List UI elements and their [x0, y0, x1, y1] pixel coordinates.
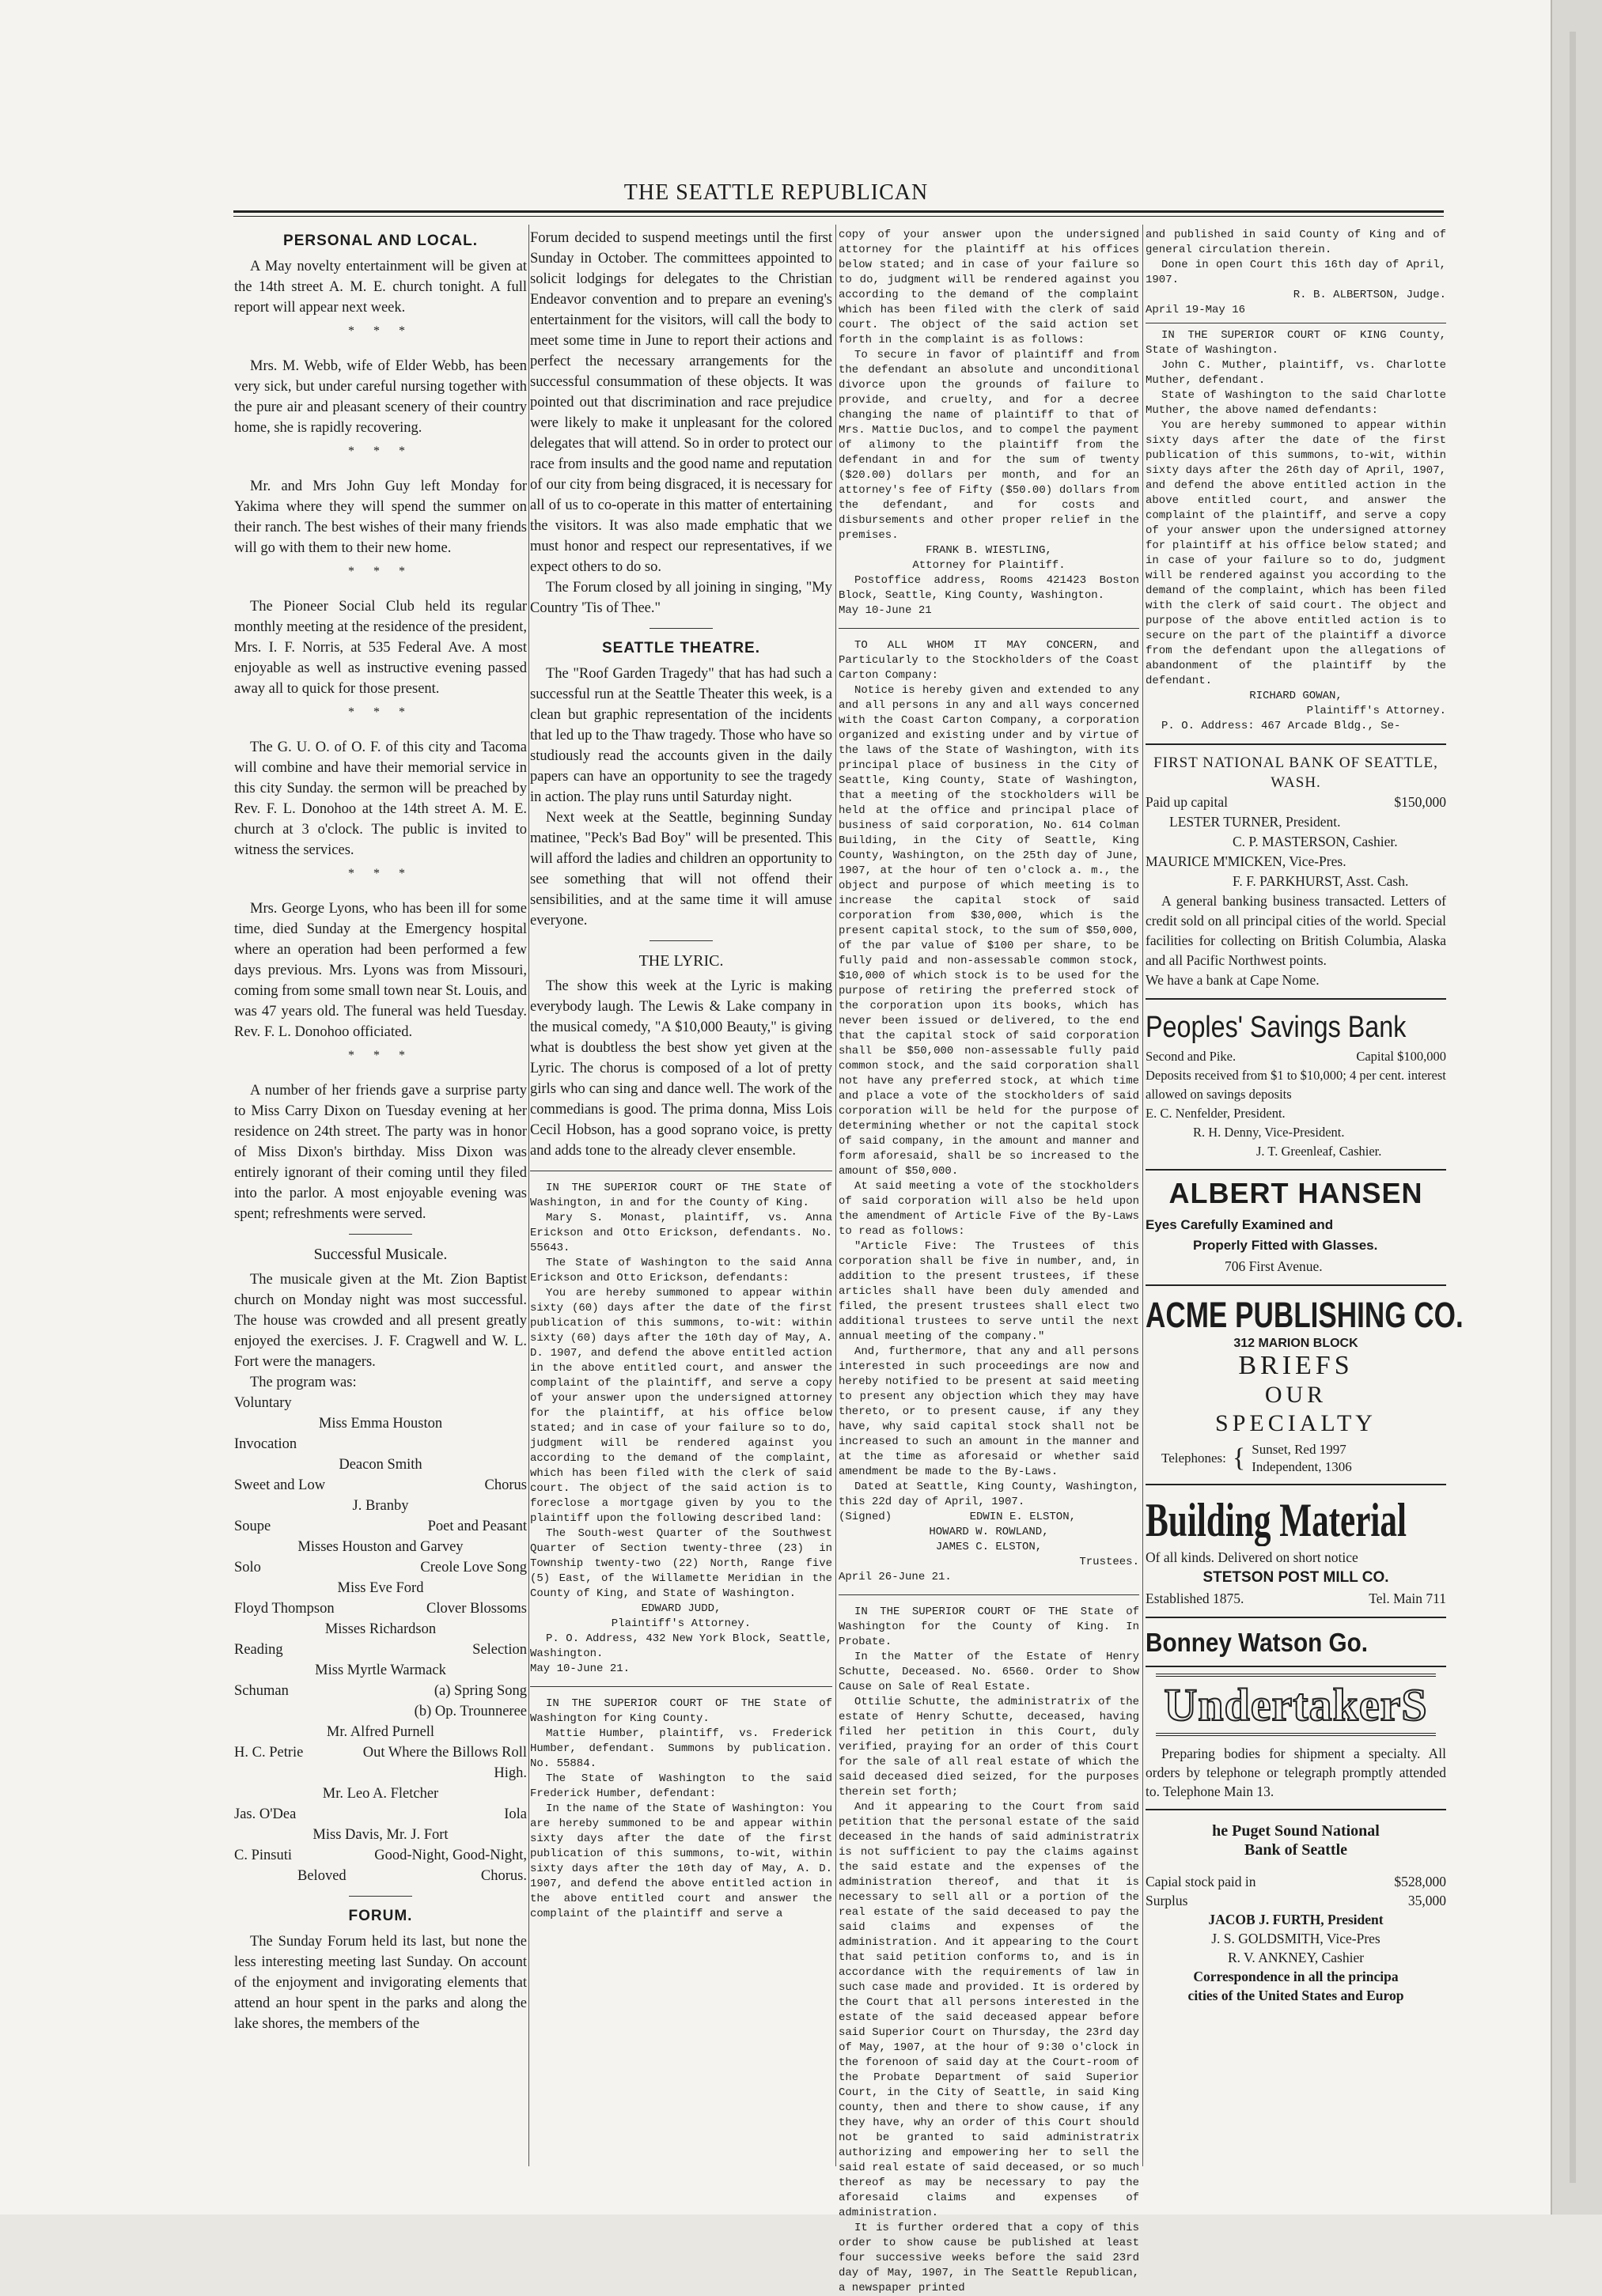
legal-text: At said meeting a vote of the stockholders of said corporation will also be held upon the amendment of Article Five of the By-Laws to read as follows: — [839, 1180, 1139, 1238]
column-2 — [530, 228, 832, 2166]
program-piece: Iola — [504, 1806, 527, 1822]
section-heading-musicale: Successful Musicale. — [313, 1246, 448, 1263]
program-item: Voluntary — [234, 1395, 292, 1411]
ad-line: Of all kinds. Delivered on short notice — [1146, 1549, 1358, 1565]
brace-icon: { — [1232, 1443, 1246, 1473]
news-item-continued: Forum decided to suspend meetings until the first Sunday in October. The committees appointed to solicit lodgings for delegates to the Christian Endeavor convention and to prepare an evening's entertainment for the visitors, will call the body to meet some time in June to report their actions and perfect the necessary arrangements for the successful consummation of these objects. It was pointed out that discrimination and race prejudice were likely to make it unpleasant for the colored delegates that will attend. So in order to protect our race from insults and the good name and reputation of our city from being disgraced, it is necessary for all of us to co-operate in this matter of entertaining the visitors. It was also made emphatic that we must honor and respect our representatives, if we expect others to do so. — [530, 230, 832, 575]
news-item: A May novelty entertainment will be given at the 14th street A. M. E. church tonight. A full report will appear next week. — [234, 259, 527, 316]
legal-signature-title: Plaintiff's Attorney. — [1306, 705, 1446, 717]
column-4 — [1146, 228, 1464, 2166]
ad-line: SPECIALTY — [1215, 1410, 1377, 1436]
legal-heading: IN THE SUPERIOR COURT OF THE State of Washington for the County of King. In Probate. — [839, 1606, 1139, 1648]
ad-first-national-bank — [1146, 743, 1446, 1000]
legal-signature: RICHARD GOWAN, — [1249, 690, 1343, 702]
legal-text: And, furthermore, that any and all persons interested in such proceedings are now and hereby notified to be present at said meeting to present any objection which they may have thereto, or to present cause, if any they have, why said capital stock shall not be increased to such an amount in the manner and at the time as aforesaid or whether said amendment be made to the By-Laws. — [839, 1345, 1139, 1478]
ad-line: Correspondence in all the principa — [1193, 1969, 1399, 1984]
program-performer: Mr. Leo A. Fletcher — [322, 1786, 439, 1802]
established: Established 1875. — [1146, 1591, 1244, 1606]
ad-line: Properly Fitted with Glasses. — [1193, 1238, 1378, 1253]
news-item: Mrs. George Lyons, who has been ill for some time, died Sunday at the Emergency hospital where an operation had been performed a few days previous. Mrs. Lyons was from Missouri, coming from some small town near St. Louis, and was 47 years old. The funeral was held Tuesday. Rev. F. L. Donohoo officiated. — [234, 901, 527, 1040]
news-item: Mr. and Mrs John Guy left Monday for Yakima where they will spend the summer on their ranch. The best wishes of their many friends will go with them to their new home. — [234, 478, 527, 556]
legal-text: Mattie Humber, plaintiff, vs. Frederick Humber, defendant. Summons by publication. No. 55884. — [530, 1727, 832, 1770]
divider — [650, 940, 713, 941]
program-piece: Out Where the Billows Roll High. — [362, 1745, 527, 1781]
legal-text: State of Washington to the said Charlotte Muther, the above named defendants: — [1146, 389, 1446, 417]
adjacent-page-edge — [1551, 0, 1602, 2215]
divider — [839, 1594, 1139, 1595]
ad-title: Building Material — [1146, 1494, 1407, 1546]
separator-stars: * * * — [348, 565, 413, 578]
section-heading-theatre: SEATTLE THEATRE. — [601, 640, 761, 656]
column-1 — [234, 228, 527, 2166]
program-item: Floyd Thompson — [234, 1601, 335, 1617]
legal-address: P. O. Address: 467 Arcade Bldg., Se- — [1161, 720, 1401, 732]
page-strip — [1570, 32, 1576, 2183]
program-item: Soupe — [234, 1519, 271, 1534]
program-item: H. C. Petrie — [234, 1745, 304, 1761]
divider — [349, 1234, 412, 1235]
ad-company: STETSON POST MILL CO. — [1202, 1569, 1389, 1586]
officer: J. T. Greenleaf, Cashier. — [1256, 1144, 1382, 1159]
telephone-label: Telephones: — [1161, 1451, 1226, 1466]
legal-text: John C. Muther, plaintiff, vs. Charlotte Muther, defendant. — [1146, 359, 1446, 387]
legal-text: To secure in favor of plaintiff and from the defendant an absolute and unconditional divorce upon the grounds of failure to provide, and cruelty, and for a decree changing the name of plaintiff to that of Mrs. Mattie Duclos, and to compel the payment of alimony to the plaintiff from the defendant in and for the sum of twenty ($20.00) dollars per month, and for an attorney's fee of Fifty ($50.00) dollars from the defendant, and for costs and disbursements and other proper relief in the premises. — [839, 349, 1139, 542]
program-piece: Poet and Peasant — [427, 1519, 527, 1534]
masthead-rule-thin — [233, 216, 1444, 217]
column-divider — [528, 225, 529, 2166]
ad-albert-hansen — [1146, 1171, 1446, 1286]
officer: R. V. ANKNEY, Cashier — [1227, 1950, 1365, 1965]
telephone-numbers — [1252, 1441, 1352, 1476]
legal-text: Postoffice address, Rooms 421423 Boston Block, Seattle, King County, Washington. — [839, 574, 1139, 602]
legal-date: April 19-May 16 — [1146, 304, 1246, 316]
legal-heading: IN THE SUPERIOR COURT OF THE State of Washington, in and for the County of King. — [530, 1182, 832, 1209]
news-item: The G. U. O. of O. F. of this city and Tacoma will combine and have their memorial service in this city Sunday. the sermon will be preached by Rev. F. L. Donohoo at the 14th street A. M. E. church at 3 o'clock. The public is invited to witness the services. — [234, 739, 527, 858]
separator-stars: * * * — [348, 324, 413, 338]
program-piece: Creole Love Song — [420, 1560, 527, 1575]
ad-line: Eyes Carefully Examined and — [1146, 1217, 1334, 1232]
officer: J. S. GOLDSMITH, Vice-Pres — [1211, 1931, 1380, 1946]
program-piece: Selection — [472, 1642, 527, 1658]
legal-text: Dated at Seattle, King County, Washington, this 22d day of April, 1907. — [839, 1481, 1139, 1508]
legal-text: The South-west Quarter of the Southwest Quarter of Section twenty-three (23) in Township twenty-two (22) North, Range five (5) East, of the Willamette Meridian in the County of King, and State of Washington. — [530, 1527, 832, 1600]
ad-title: ALBERT HANSEN — [1168, 1177, 1423, 1209]
legal-text: The State of Washington to the said Anna Erickson and Otto Erickson, defendants: — [530, 1257, 832, 1284]
program-performer: Mr. Alfred Purnell — [326, 1724, 435, 1740]
section-heading-personal: PERSONAL AND LOCAL. — [283, 233, 478, 249]
trustee-row — [839, 1510, 1139, 1525]
legal-heading: IN THE SUPERIOR COURT OF THE State of Washington for King County. — [530, 1697, 832, 1725]
legal-text-continued: and published in said County of King and of general circulation therein. — [1146, 229, 1446, 256]
legal-signature: FRANK B. WIESTLING, — [926, 544, 1052, 557]
officer: C. P. MASTERSON, Cashier. — [1233, 834, 1398, 849]
ad-title: ACME PUBLISHING CO. — [1146, 1295, 1464, 1335]
trustees-label: Trustees. — [1079, 1556, 1139, 1568]
divider — [349, 1896, 412, 1897]
officer: MAURICE M'MICKEN, Vice-Pres. — [1146, 853, 1346, 869]
telephone-block — [1146, 1441, 1446, 1476]
surplus-value: 35,000 — [1407, 1893, 1446, 1908]
legal-text: And it appearing to the Court from said petition that the personal estate of the said deceased in the hands of said administratrix is not sufficient to pay the claims against the said estate and the expenses of the administration thereof, and that it is necessary to sell all or a portion of the real estate of the said deceased to pay the said claims and expenses of the administration. And it appearing to the Court that said petition conforms to, and is in accordance with the requirements of law in such case made and provided. It is ordered by the Court that all persons interested in the estate of the said deceased appear before said Superior Court on Thursday, the 23rd day of May, 1907, at the hour of 9:30 o'clock in the forenoon of said day at the Court-room of the Probate Department of said Superior Court, in the City of Seattle, in said King county, then and there to show cause, if any they have, why an order of this Court should not be granted to said administratrix authorizing and empowering her to sell the said real estate of said deceased, or so much thereof as may be necessary to pay the aforesaid claims and expenses of administration. — [839, 1801, 1139, 2219]
surplus-label: Surplus — [1146, 1893, 1188, 1908]
telephone-number: Sunset, Red 1997 — [1252, 1442, 1346, 1457]
ad-title: Bank of Seattle — [1244, 1841, 1347, 1859]
program-item: Jas. O'Dea — [234, 1806, 297, 1822]
officer: JACOB J. FURTH, President — [1208, 1912, 1384, 1927]
program-intro: The program was: — [250, 1375, 357, 1390]
capital: Capital $100,000 — [1356, 1049, 1446, 1064]
news-item: The Forum closed by all joining in singing, "My Country 'Tis of Thee." — [530, 580, 832, 616]
ad-building-material — [1146, 1485, 1446, 1618]
legal-notice — [530, 1696, 832, 1922]
divider — [530, 1686, 832, 1687]
ad-line: BRIEFS — [1238, 1351, 1354, 1380]
divider — [1146, 1666, 1446, 1667]
capital-label: Paid up capital — [1146, 794, 1229, 810]
legal-date: April 26-June 21. — [839, 1571, 952, 1583]
legal-signature-title: Attorney for Plaintiff. — [912, 559, 1066, 572]
trustee-name: HOWARD W. ROWLAND, — [929, 1526, 1049, 1538]
ad-line: OUR — [1264, 1382, 1327, 1408]
program-item: Schuman — [234, 1683, 289, 1699]
address: Second and Pike. — [1146, 1049, 1237, 1064]
news-item: The "Roof Garden Tragedy" that has had such a successful run at the Seattle Theater this week, is a clean but graphic representation of the incidents that led up to the Thaw tragedy. Those who have so studiously read the accounts given in the daily papers can have an opportunity to see the tragedy in action. The play runs until Saturday night. — [530, 666, 832, 805]
column-3 — [839, 228, 1139, 2294]
program-piece: Clover Blossoms — [426, 1601, 527, 1617]
legal-text: Ottilie Schutte, the administratrix of the estate of Henry Schutte, deceased, having filed her petition in this Court, duly verified, praying for an order of this Court for the sale of all real estate of which the said deceased died seized, for the purposes therein set forth; — [839, 1696, 1139, 1799]
legal-text: "Article Five: The Trustees of this corporation shall be five in number, and, in addition to the present trustees, if these articles shall have been duly amended and filed, the present trustees shall elect two additional trustees to serve until the next annual meeting of the company." — [839, 1240, 1139, 1343]
trustee-name: EDWIN E. ELSTON, — [969, 1511, 1076, 1523]
officer: F. F. PARKHURST, Asst. Cash. — [1233, 873, 1409, 889]
capital-value: $528,000 — [1394, 1874, 1446, 1889]
divider — [839, 628, 1139, 629]
ad-bonney-watson — [1146, 1618, 1446, 1809]
telephone: Tel. Main 711 — [1369, 1591, 1446, 1606]
separator-stars: * * * — [348, 705, 413, 719]
program-performer: J. Branby — [352, 1498, 409, 1514]
news-item: The musicale given at the Mt. Zion Baptist church on Monday night was most successful. The house was crowded and all present greatly enjoyed the exercises. J. F. Cragwell and W. L. Fort were the managers. — [234, 1272, 527, 1370]
capital-label: Capial stock paid in — [1146, 1874, 1256, 1889]
program-item: Sweet and Low — [234, 1477, 326, 1493]
program-performer: Misses Richardson — [324, 1621, 437, 1637]
ad-address: 706 First Avenue. — [1225, 1258, 1323, 1274]
program-item: Reading — [234, 1642, 283, 1658]
news-item: The Sunday Forum held its last, but none the less interesting meeting last Sunday. On account of the enjoyment and invigorating elements that attend an hour spent in the parks and along the lake shores, the members of the — [234, 1934, 527, 2032]
program-item: Solo — [234, 1560, 261, 1575]
legal-text: Notice is hereby given and extended to any and all persons in any and all ways concerned with the Coast Carton Company, a corporation organized and existing under and by virtue of the laws of the State of Washington, with its principal place of business in the City of Seattle, King County, State of Washington, that a meeting of the stockholders will be held at the office and principal place of business of said corporation, No. 614 Colman Building, in the City of Seattle, King County, Washington, on the 25th day of June, 1907, at the hour of ten o'clock a. m., the object and purpose of which meeting is to increase the capital stock of said corporation from $30,000, which is the present capital stock, to the sum of $50,000, of the par value of $100 per share, to be fully paid and non-assessable common stock, $10,000 of which stock is to be used for the purpose of retiring the preferred stock of the corporation upon its books, which has never been issued or delivered, to the end that the capital stock of said corporation shall be $50,000 non-assessable fully paid common stock, and the said corporation shall not have any preferred stock, at which time and place a vote of the stockholders of said corporation will be held for the purpose of determining whether or not the capital stock of said company, in the amount and manner and form aforesaid, shall be so increased to the amount of $50,000. — [839, 684, 1139, 1178]
program-list — [234, 1393, 527, 1886]
ad-acme-publishing — [1146, 1286, 1464, 1485]
capital-row — [1146, 792, 1446, 812]
program-piece: (a) Spring Song — [434, 1683, 527, 1699]
divider — [650, 628, 713, 629]
separator-stars: * * * — [348, 1049, 413, 1062]
ad-footer-row — [1146, 1588, 1446, 1609]
officer: R. H. Denny, Vice-President. — [1193, 1125, 1345, 1140]
news-item: The Pioneer Social Club held its regular monthly meeting at the residence of the president, Mrs. I. F. Norris, at 535 Federal Ave. A most enjoyable as well as instructive evening passed away all to quick for those present. — [234, 599, 527, 697]
legal-text-continued: copy of your answer upon the undersigned attorney for the plaintiff at his offices below stated; and in case of your failure so to do, judgment will be rendered against you according to the demand of the complaint which has been filed with the clerk of said court. The object of the said action set forth in the complaint is as follows: — [839, 229, 1139, 346]
trustee-name: JAMES C. ELSTON, — [935, 1541, 1043, 1553]
section-heading-lyric: THE LYRIC. — [638, 952, 724, 970]
ad-title: FIRST NATIONAL BANK OF SEATTLE, WASH. — [1153, 755, 1438, 791]
ad-text: A general banking business transacted. Letters of credit sold on all principal cities of the world. Special facilities for collecting on British Columbia, Alaska and all Pacific Northwest points. — [1146, 893, 1446, 968]
column-divider — [835, 225, 836, 2166]
legal-text: The State of Washington to the said Frederick Humber, defendant: — [530, 1772, 832, 1800]
program-item: C. Pinsuti — [234, 1848, 292, 1863]
legal-text: It is further ordered that a copy of this order to show cause be published at least four successive weeks before the said 23rd day of May, 1907, in The Seattle Republican, a newspaper printed — [839, 2222, 1139, 2294]
ad-text: Deposits received from $1 to $10,000; 4 per cent. interest allowed on savings deposits — [1146, 1068, 1446, 1102]
address-row — [1146, 1047, 1446, 1066]
program-performer: Miss Emma Houston — [318, 1416, 443, 1432]
ad-title: Peoples' Savings Bank — [1146, 1011, 1407, 1044]
program-piece: Chorus — [484, 1477, 527, 1493]
ad-text: Preparing bodies for shipment a specialty. All orders by telephone or telegraph promptly attended to. Telephone Main 13. — [1146, 1746, 1446, 1799]
legal-text: Done in open Court this 16th day of April, 1907. — [1146, 259, 1446, 286]
legal-notice — [530, 1181, 832, 1677]
column-divider — [1142, 225, 1143, 2166]
separator-stars: * * * — [348, 444, 413, 458]
capital-row — [1146, 1872, 1446, 1891]
program-performer: Miss Myrtle Warmack — [315, 1662, 446, 1678]
ad-line: cities of the United States and Europ — [1187, 1988, 1404, 2003]
legal-text: In the name of the State of Washington: You are hereby summoned to be and appear within sixty days after the date of the first publication of this summons, to-wit, within sixty days after the 10th day of May, A. D. 1907, and defend the above entitled action in the above entitled court and answer the complaint of the plaintiff and serve a — [530, 1802, 832, 1920]
legal-signature: EDWARD JUDD, — [641, 1602, 721, 1615]
program-performer: Chorus. — [480, 1868, 527, 1884]
program-piece: Beloved — [297, 1868, 347, 1884]
legal-text: Mary S. Monast, plaintiff, vs. Anna Erickson and Otto Erickson, defendants. No. 55643. — [530, 1212, 832, 1254]
ad-note: We have a bank at Cape Nome. — [1146, 972, 1320, 988]
news-item: Next week at the Seattle, beginning Sunday matinee, "Peck's Bad Boy" will be presented. This will afford the ladies and children an opportunity to see something that will not offend their sensibilities, and at the same time it will amuse everyone. — [530, 810, 832, 929]
legal-signature: R. B. ALBERTSON, Judge. — [1293, 289, 1446, 301]
legal-text: In the Matter of the Estate of Henry Schutte, Deceased. No. 6560. Order to Show Cause on Sale of Real Estate. — [839, 1651, 1139, 1693]
officer: E. C. Nenfelder, President. — [1146, 1106, 1286, 1121]
separator-stars: * * * — [348, 867, 413, 880]
ad-puget-sound-bank — [1146, 1809, 1446, 2005]
legal-notice — [1146, 228, 1446, 734]
section-heading-forum: FORUM. — [348, 1908, 413, 1924]
officer: LESTER TURNER, President. — [1169, 814, 1341, 830]
masthead: THE SEATTLE REPUBLICAN — [623, 180, 929, 205]
undertakers-logo: UndertakerS — [1156, 1674, 1435, 1736]
capital-value: $150,000 — [1394, 794, 1446, 810]
news-item: A number of her friends gave a surprise party to Miss Carry Dixon on Tuesday evening at her residence on 24th street. The party was in honor of Miss Dixon's birthday. Miss Dixon was entirely ignorant of their coming until they filed into the parlor. A most enjoyable evening was spent; refreshments were served. — [234, 1083, 527, 1222]
legal-heading: IN THE SUPERIOR COURT OF KING County, State of Washington. — [1146, 329, 1446, 357]
ad-title: Bonney Watson Go. — [1146, 1628, 1369, 1657]
news-item: The show this week at the Lyric is making everybody laugh. The Lewis & Lake company in the musical comedy, "A $10,000 Beauty," is giving what is doubtless the best show yet given at the Lyric. The chorus is composed of a lot of pretty girls who can sing and dance well. The work of the commedians is good. The prima donna, Miss Lois Cecil Hobson, has a good soprano voice, is pretty and adds tone to the already clever ensemble. — [530, 978, 832, 1159]
legal-heading: TO ALL WHOM IT MAY CONCERN, and Particularly to the Stockholders of the Coast Carton Company: — [839, 639, 1139, 682]
program-item: Invocation — [234, 1436, 297, 1452]
legal-signature-title: Plaintiff's Attorney. — [611, 1617, 752, 1630]
program-performer: Deacon Smith — [339, 1457, 422, 1473]
ad-peoples-savings-bank — [1146, 1000, 1446, 1171]
masthead-rule — [233, 210, 1444, 213]
ad-address: 312 MARION BLOCK — [1233, 1337, 1358, 1350]
program-piece: Good-Night, Good-Night, — [374, 1848, 527, 1863]
surplus-row — [1146, 1891, 1446, 1910]
signed-label: (Signed) — [839, 1511, 892, 1523]
news-item: Mrs. M. Webb, wife of Elder Webb, has been very sick, but under careful nursing together with the pure air and pleasant scenery of their country home, she is rapidly recovering. — [234, 358, 527, 436]
legal-date: May 10-June 21. — [530, 1662, 631, 1675]
telephone-number: Independent, 1306 — [1252, 1459, 1352, 1474]
program-performer: Miss Eve Ford — [337, 1580, 424, 1596]
program-performer: Miss Davis, Mr. J. Fort — [312, 1827, 449, 1843]
legal-text: You are hereby summoned to appear within sixty (60) days after the date of the first publication of this summons, to-wit: within sixty (60) days after the 10th day of May, A. D. 1907, and defend the above entitled action in the above entitled court, and answer the complaint of the plaintiff, and serve a copy of your answer upon the undersigned attorney for the plaintiff, at his office below stated; and in case of your failure so to do, judgment will be rendered against you according to the demand of the complaint, which has been filed with the clerk of said court. The object of the said action is to foreclose a mortgage given by you to the plaintiff upon the following described land: — [530, 1287, 832, 1525]
ad-title: he Puget Sound National — [1212, 1822, 1380, 1840]
program-piece: (b) Op. Trounneree — [414, 1704, 527, 1719]
legal-date: May 10-June 21 — [839, 604, 932, 617]
legal-text: P. O. Address, 432 New York Block, Seattle, Washington. — [530, 1632, 832, 1660]
legal-text: You are hereby summoned to appear within sixty days after the date of the first publication of this summons, to-wit, within sixty days after the 26th day of April, 1907, and defend the above entitled action in the above entitled court, and answer the complaint of the plaintiff, and serve a copy of your answer upon the undersigned attorney for plaintiff at his office below stated; and in case of your failure so to do, judgment will be rendered against you according to the demand of the complaint, which has been filed with the clerk of said court. The object and purpose of the above entitled action is to secure on the part of the plaintiff a divorce from the defendant upon the allegations of abandonment of the plaintiff by the defendant. — [1146, 419, 1446, 687]
program-performer: Misses Houston and Garvey — [297, 1539, 464, 1555]
